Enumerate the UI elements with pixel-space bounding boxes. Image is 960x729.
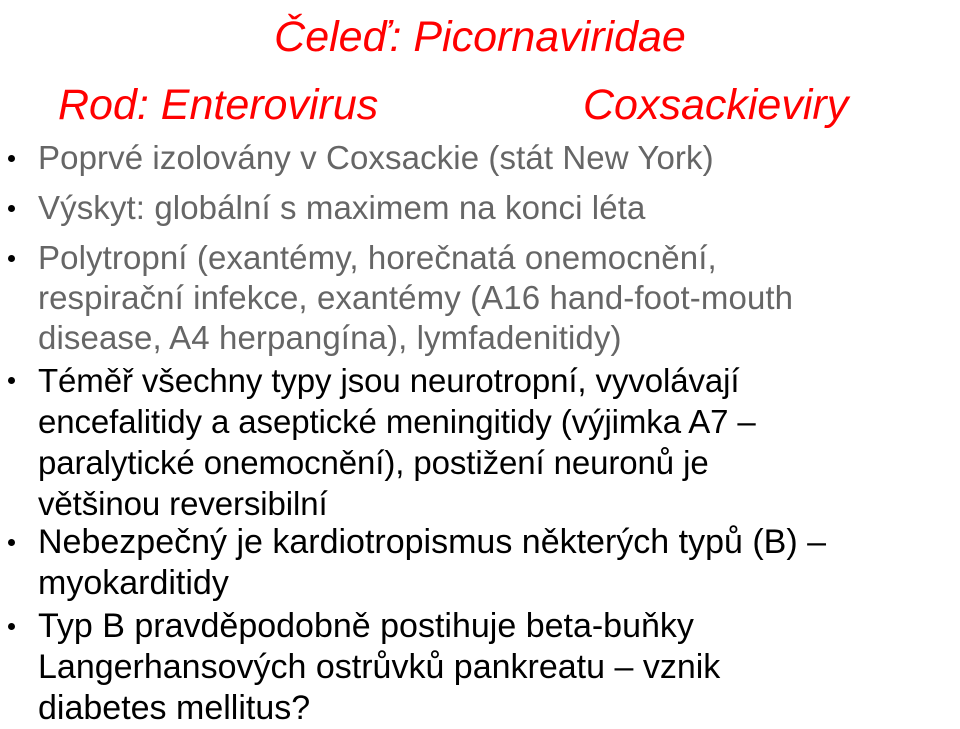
- bullet-text: [38, 238, 793, 358]
- slide-title-genus: Rod: Enterovirus: [58, 81, 379, 129]
- bullet-line: disease, A4 herpangína), lymfadenitidy): [38, 319, 622, 356]
- bullet-text: [38, 522, 826, 604]
- slide-title-virus: Coxsackieviry: [583, 81, 849, 129]
- bullet-line: Nebezpečný je kardiotropismus některých typů (B) –: [38, 523, 827, 561]
- bullet-dot-icon: [8, 155, 15, 162]
- bullet-line: Langerhansových ostrůvků pankreatu – vznik: [38, 648, 721, 686]
- bullet-line: většinou reversibilní: [38, 485, 328, 522]
- bullet-line: Poprvé izolovány v Coxsackie (stát New York): [38, 139, 714, 176]
- bullet-line: encefalitidy a aseptické meningitidy (výjimka A7 –: [38, 403, 756, 440]
- bullet-line: Polytropní (exantémy, horečnatá onemocnění,: [38, 239, 717, 276]
- bullet-dot-icon: [8, 205, 15, 212]
- bullet-text: [38, 138, 714, 178]
- bullet-line: respirační infekce, exantémy (A16 hand-foot-mouth: [38, 279, 794, 316]
- bullet-text: [38, 606, 720, 729]
- bullet-text: [38, 188, 645, 228]
- slide-title-family: Čeleď: Picornaviridae: [274, 13, 686, 61]
- bullet-dot-icon: [8, 539, 15, 546]
- bullet-text: [38, 360, 756, 524]
- bullet-line: Výskyt: globální s maximem na konci léta: [38, 189, 646, 226]
- bullet-line: diabetes mellitus?: [38, 689, 311, 727]
- bullet-dot-icon: [8, 377, 15, 384]
- bullet-line: Typ B pravděpodobně postihuje beta-buňky: [38, 607, 694, 645]
- bullet-line: myokarditidy: [38, 564, 229, 602]
- bullet-line: Téměř všechny typy jsou neurotropní, vyvolávají: [38, 362, 740, 399]
- bullet-dot-icon: [8, 255, 15, 262]
- bullet-line: paralytické onemocnění), postižení neuronů je: [38, 444, 709, 481]
- bullet-dot-icon: [8, 623, 15, 630]
